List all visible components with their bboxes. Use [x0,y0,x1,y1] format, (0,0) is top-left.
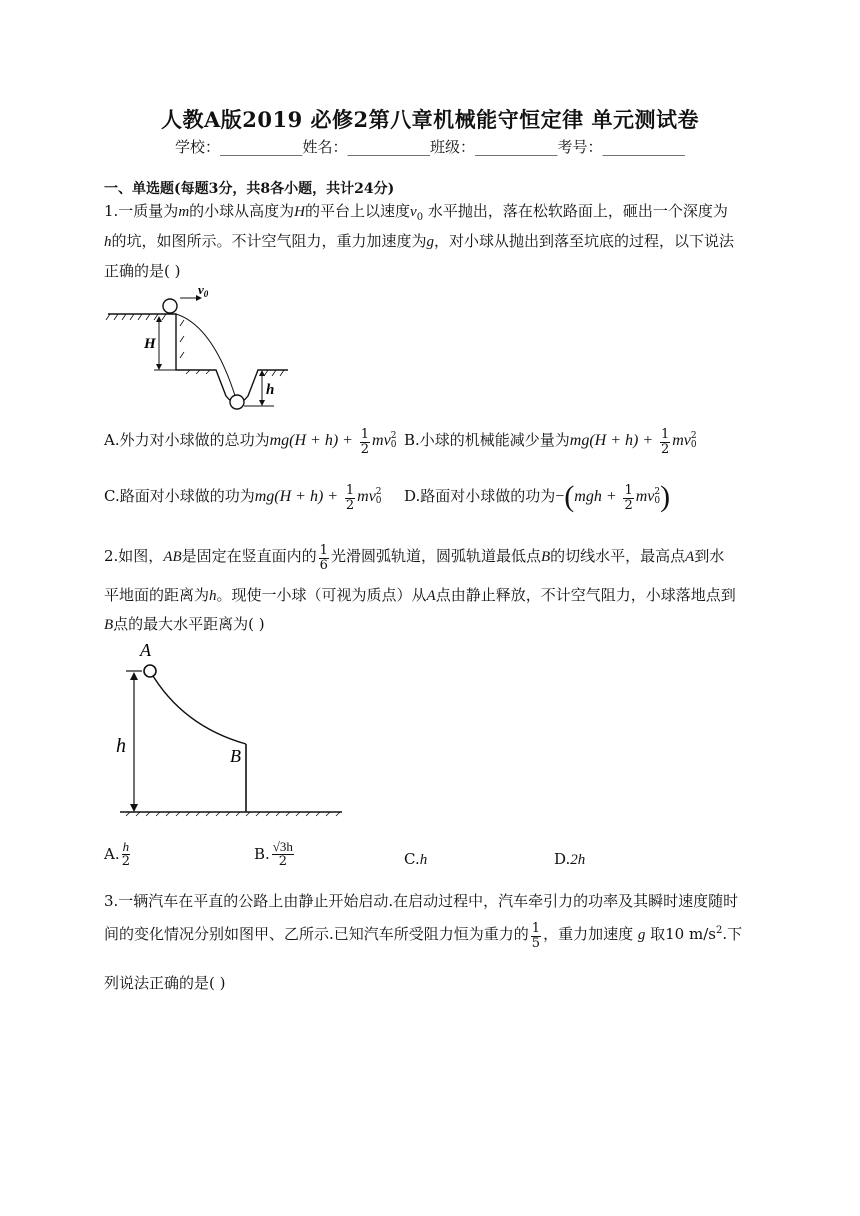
fig1-H-label: H [144,336,156,352]
q3-line-3: 列说法正确的是( ) [104,974,226,992]
fig1-h-label: h [266,382,275,398]
fig2-A-label: A [140,640,151,660]
page-title: 人教A版2019 必修2第八章机械能守恒定律 单元测试卷 [161,107,699,132]
q3-line-2: 间的变化情况分别如图甲、乙所示.已知汽车所受阻力恒为重力的 $\frac{1}{5}$ ，重力加速度 g 取10 $m/s^2$.下 [104,921,743,951]
q1-figure [104,286,294,416]
q1-line-1: 1.一质量为m的小球从高度为H的平台上以速度$v_0$ 水平抛出，落在松软路面上，砸出一个深度为 [104,202,728,223]
q2-line-1: 2.如图，AB是固定在竖直面内的 $\frac{1}{6}$ 光滑圆弧轨道，圆弧轨道最低点B的切线水平，最高点A到水 [104,543,725,573]
fig2-h-label: h [116,735,126,757]
q1-option-d: D.路面对小球做的功为−(mgh + $\frac{1}{2}$ mv 2 0 ) [404,480,671,513]
section-heading: 一、单选题(每题3分，共8各小题，共计24分) [104,181,395,197]
student-info-line: 学校：___________姓名：___________班级：___________考号：___________ [174,138,685,156]
q2-option-d: D.2h [554,850,586,868]
q3-line-1: 3.一辆汽车在平直的公路上由静止开始启动.在启动过程中，汽车牵引力的功率及其瞬时速度随时 [104,892,739,910]
q1-line-2: h的坑，如图所示。不计空气阻力，重力加速度为g，对小球从抛出到落至坑底的过程，以下说法 [104,232,735,250]
fig2-B-label: B [230,746,241,766]
q2-option-a: A. $\frac{h}{2}$ [104,839,130,869]
fig1-v0-label: $v_0$ [198,286,209,299]
q2-figure [112,640,344,826]
q2-line-3: B点的最大水平距离为( ) [104,615,265,633]
q2-option-b: B. $\frac{√3h}{2}$ [254,839,293,869]
q2-line-2: 平地面的距离为h。现使一小球（可视为质点）从A点由静止释放，不计空气阻力，小球落地点到 [104,586,736,604]
q1-line-3: 正确的是( ) [104,262,181,280]
q1-option-a: A.外力对小球做的总功为mg(H + h) + $\frac{1}{2}$ mv 2 0 [104,427,397,457]
q2-option-c: C.h [404,850,428,868]
q1-option-b: B.小球的机械能减少量为mg(H + h) + $\frac{1}{2}$ mv 2 0 [404,427,697,457]
q1-option-c: C.路面对小球做的功为mg(H + h) + $\frac{1}{2}$ mv 2 0 [104,483,382,513]
